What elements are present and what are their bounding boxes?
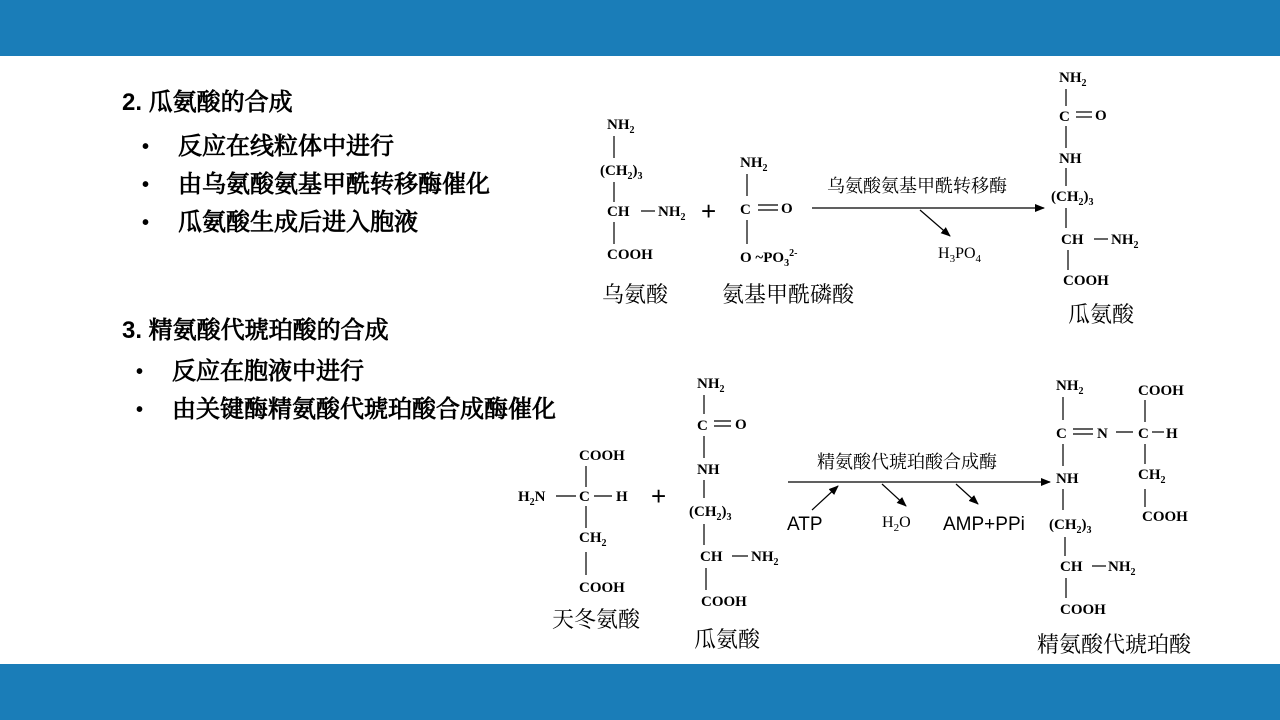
svg-text:C: C [697, 418, 708, 434]
svg-text:(CH2)3: $(CH_2)_3$ [1049, 517, 1092, 536]
svg-text:(CH2)3: $(CH_2)_3$ [1051, 189, 1094, 208]
citrulline-reactant-label: 瓜氨酸 [694, 627, 761, 652]
citrulline-reactant-structure [689, 376, 779, 610]
svg-text:NH: NH [1059, 151, 1082, 167]
svg-text:NH2: $NH_2$ [1111, 232, 1139, 251]
svg-text:CH2: $CH_2$ [1138, 467, 1166, 486]
svg-text:NH2: $NH_2$ [1056, 378, 1084, 397]
ornithine-structure [600, 117, 686, 263]
aspartate-label: 天冬氨酸 [552, 607, 641, 632]
svg-text:NH2: $NH_2$ [1108, 559, 1136, 578]
svg-text:COOH: COOH [607, 247, 653, 263]
byproduct-1-arrow [920, 210, 950, 236]
svg-text:CH: CH [1061, 232, 1084, 248]
svg-text:NH2: $NH_2$ [740, 155, 768, 174]
svg-text:CH: CH [607, 204, 630, 220]
argininosuccinate-label: 精氨酸代琥珀酸 [1037, 632, 1192, 657]
svg-text:(CH2)3: $(CH_2)_3$ [689, 504, 732, 523]
svg-text:CH: CH [1060, 559, 1083, 575]
section2-bullet-2: • 由乌氨酸氨基甲酰转移酶催化 [142, 166, 490, 204]
svg-text:C: C [579, 489, 590, 505]
svg-text:C: C [740, 202, 751, 218]
plus-sign-2: + [651, 481, 667, 511]
svg-text:C: C [1056, 426, 1067, 442]
section2-title: 2. 瓜氨酸的合成 [122, 89, 293, 116]
amp-ppi-label: AMP+PPi [943, 514, 1025, 535]
carbamoyl-phosphate-label: 氨基甲酰磷酸 [722, 282, 855, 307]
svg-text:O: O [1095, 108, 1107, 124]
svg-text:C: C [1138, 426, 1149, 442]
argininosuccinate-structure [1049, 378, 1188, 618]
svg-text:COOH: COOH [579, 448, 625, 464]
svg-text:O ~PO32-: O $\sim PO_3^{2-}$ [740, 248, 798, 269]
section3-bullet-1: • 反应在胞液中进行 [136, 353, 556, 391]
section2-bullet-1: • 反应在线粒体中进行 [142, 128, 490, 166]
svg-text:H2N: $H_2N$ [518, 489, 546, 508]
svg-text:H: H [1166, 426, 1178, 442]
plus-sign-1: + [701, 196, 717, 226]
svg-text:O: O [781, 201, 793, 217]
svg-text:H: H [616, 489, 628, 505]
water-output-arrow [882, 484, 906, 506]
svg-text:NH2: $NH_2$ [607, 117, 635, 136]
svg-text:(CH2)3: $(CH_2)_3$ [600, 163, 643, 182]
svg-text:NH2: $NH_2$ [658, 204, 686, 223]
section3-bullet-2: • 由关键酶精氨酸代琥珀酸合成酶催化 [136, 391, 556, 429]
svg-text:NH: NH [697, 462, 720, 478]
phosphoric-acid-label: $H_3PO_4$ [938, 245, 982, 265]
svg-text:COOH: COOH [1138, 383, 1184, 399]
aspartate-structure [518, 448, 628, 596]
svg-text:COOH: COOH [579, 580, 625, 596]
ornithine-label: 乌氨酸 [602, 282, 669, 307]
water-label: $H_2O$ [882, 514, 911, 534]
svg-text:NH: NH [1056, 471, 1079, 487]
citrulline-product-structure [1051, 70, 1139, 289]
section2-bullet-3: • 瓜氨酸生成后进入胞液 [142, 204, 490, 242]
atp-label: ATP [787, 514, 823, 535]
enzyme-2-label: 精氨酸代琥珀酸合成酶 [817, 452, 997, 472]
svg-text:NH2: $NH_2$ [697, 376, 725, 395]
svg-text:COOH: COOH [1142, 509, 1188, 525]
svg-text:COOH: COOH [701, 594, 747, 610]
enzyme-1-label: 乌氨酸氨基甲酰转移酶 [827, 176, 1007, 196]
svg-text:C: C [1059, 109, 1070, 125]
svg-text:CH: CH [700, 549, 723, 565]
citrulline-product-label: 瓜氨酸 [1068, 302, 1135, 327]
atp-input-arrow [812, 486, 838, 510]
svg-text:COOH: COOH [1060, 602, 1106, 618]
svg-text:NH2: $NH_2$ [1059, 70, 1087, 89]
svg-text:NH2: $NH_2$ [751, 549, 779, 568]
svg-text:N: N [1097, 426, 1108, 442]
section3-title: 3. 精氨酸代琥珀酸的合成 [122, 317, 389, 344]
carbamoyl-phosphate-structure [740, 155, 797, 269]
svg-text:COOH: COOH [1063, 273, 1109, 289]
svg-text:O: O [735, 417, 747, 433]
svg-text:CH2: $CH_2$ [579, 530, 607, 549]
amp-ppi-output-arrow [956, 484, 978, 504]
